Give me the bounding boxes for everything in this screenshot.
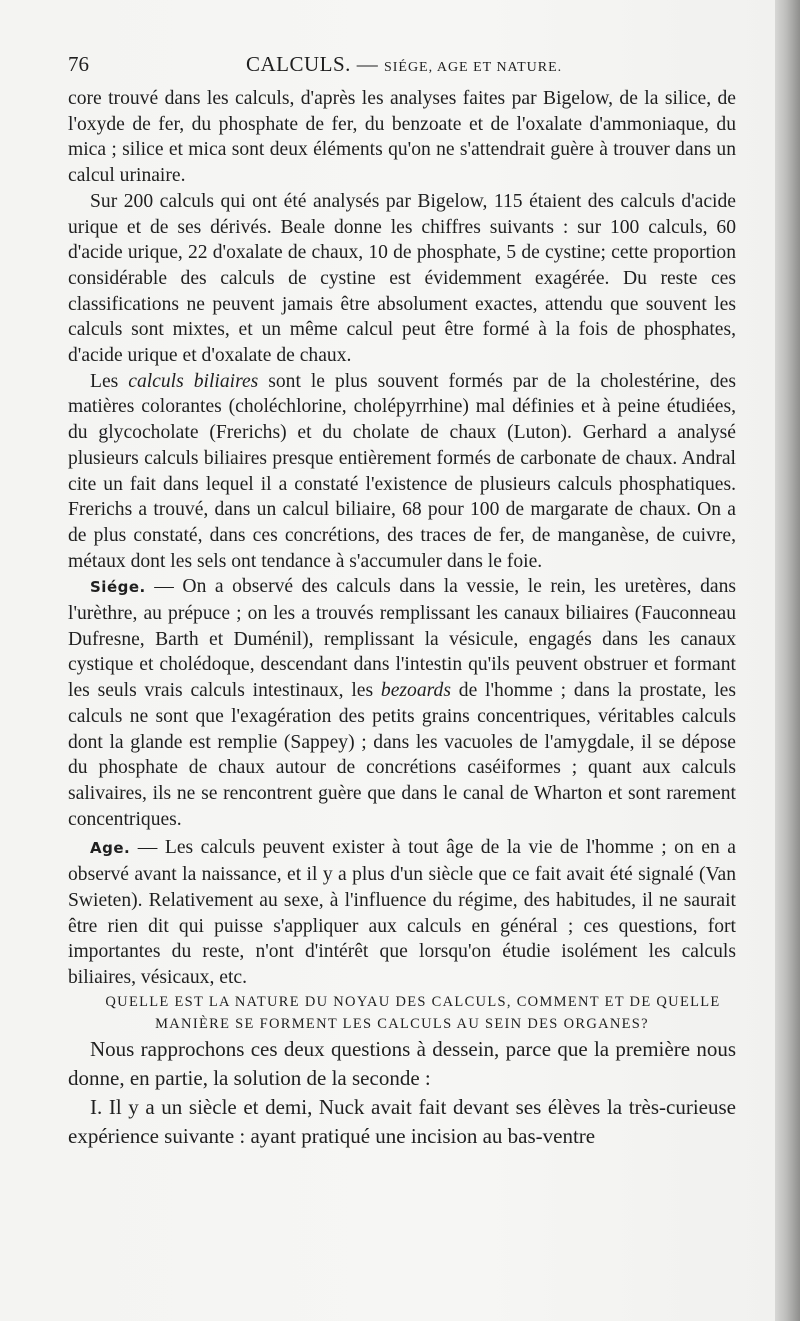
paragraph-intro: Nous rapprochons ces deux questions à dessein, parce que la première nous donne, en partie, la solution de la seconde : <box>68 1036 736 1090</box>
paragraph-siege <box>68 574 736 832</box>
running-title <box>246 52 562 77</box>
paragraph-nuck: I. Il y a un siècle et demi, Nuck avait fait devant ses élèves la très-curieuse expérience suivante : ayant pratiqué une incision au bas-ventre <box>68 1094 736 1148</box>
running-title-dash: — <box>356 52 379 76</box>
running-title-main: CALCULS. <box>246 52 351 76</box>
section-heading: QUELLE EST LA NATURE DU NOYAU DES CALCULS, COMMENT ET DE QUELLE MANIÈRE SE FORMENT LES CALCULS AU SEIN DES ORGANES? <box>105 993 721 1032</box>
body-text <box>68 86 736 1151</box>
section-lead-age: Age. <box>90 839 131 858</box>
page-number: 76 <box>68 52 89 76</box>
book-spine-shadow <box>775 0 800 1321</box>
text-segment: Les <box>90 370 119 392</box>
paragraph-continuation: core trouvé dans les calculs, d'après les analyses faites par Bigelow, de la silice, de l'oxyde de fer, du phosphate de fer, du benzoate et de l'oxalate d'ammoniaque, du mica ; silice et mica sont deux éléments qu'on ne s'attendrait guère à trouver dans un calcul urinaire. <box>68 88 736 187</box>
paragraph-age <box>68 835 736 990</box>
paragraph-bigelow: Sur 200 calculs qui ont été analysés par Bigelow, 115 étaient des calculs d'acide urique et de ses dérivés. Beale donne les chiffres suivants : sur 100 calculs, 60 d'acide urique, 22 d'oxalate de chaux, 10 de phosphate, 5 de cystine; cette proportion considérable des calculs de cystine est évidemment exagérée. Du reste ces classifications ne peuvent jamais être absolument exactes, attendu que souvent les calculs sont mixtes, et un même calcul peut être formé à la fois de phosphates, d'acide urique et d'oxalate de chaux. <box>68 190 736 367</box>
paragraph-biliary-calculi <box>68 369 736 575</box>
text-segment: de l'homme ; dans la prostate, les calculs ne sont que l'exagération des petits grains concentriques, véritables calculs dont la glande est remplie (Sappey) ; dans les vacuoles de l'amygdale, il se dépose du phosphate de chaux autour de concrétions caséiformes ; quant aux calculs salivaires, ils ne se rencontrent guère que dans le canal de Wharton et sont rarement concentriques. <box>68 680 736 830</box>
text-segment: — On a observé des calculs dans la vessie, le rein, les uretères, dans l'urèthre, au prépuce ; on les a trouvés remplissant les canaux biliaires (Fauconneau Dufresne, Barth et Duménil), remplissant la vésicule, engagés dans les canaux cystique et cholédoque, descendant dans l'intestin qu'ils peuvent obstruer et formant les seuls vrais calculs intestinaux, les <box>68 576 736 702</box>
text-segment: sont le plus souvent formés par de la cholestérine, des matières colorantes (choléchlorine, cholépyrrhine) mal définies et à peine étudiées, du glycocholate (Frerichs) et du cholate de chaux (Luton). Gerhard a analysé plusieurs calculs biliaires presque entièrement formés de carbonate de chaux. Andral cite un fait dans lequel il a constaté l'existence de plusieurs calculs phosphatiques. Frerichs a trouvé, dans un calcul biliaire, 68 pour 100 de margarate de chaux. On a de plus constaté, dans ces concrétions, des traces de fer, de manganèse, de cuivre, métaux dont les sels ont tendance à s'accumuler dans le foie. <box>68 370 736 572</box>
running-header <box>68 52 736 82</box>
text-segment: — Les calculs peuvent exister à tout âge de la vie de l'homme ; on en a observé avant la naissance, et il y a plus d'un siècle que ce fait avait été signalé (Van Swieten). Relativement au sexe, à l'influence du régime, des habitudes, il ne saurait être rien dit qui puisse s'appliquer aux calculs en général ; ces questions, fort importantes du reste, n'ont d'intérêt que lorsqu'on étudie isolément les calculs biliaires, vésicaux, etc. <box>68 837 736 988</box>
running-title-sub: SIÉGE, AGE ET NATURE. <box>383 60 563 75</box>
section-lead-siege: Siége. <box>90 578 146 597</box>
italic-term: bezoards <box>380 680 451 702</box>
italic-term: calculs biliaires <box>128 370 259 392</box>
